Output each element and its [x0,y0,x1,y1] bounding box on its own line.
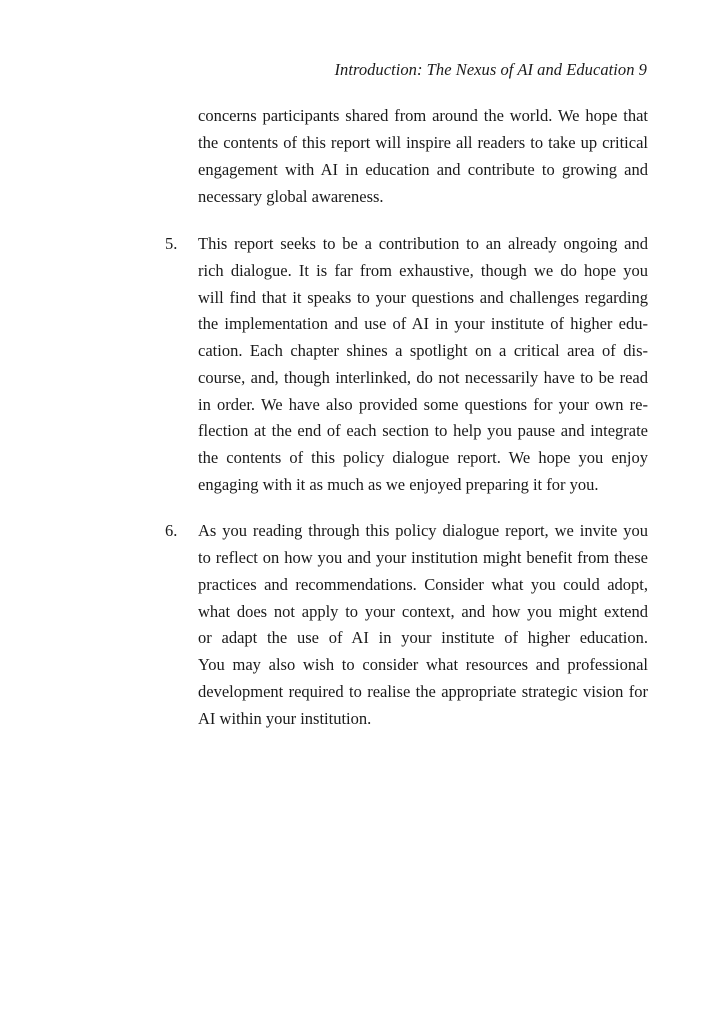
paragraph-line: the implementation and use of AI in your institute of higher edu- [198,314,648,333]
paragraph-line: what does not apply to your context, and how you might extend [198,602,648,621]
paragraph-line: rich dialogue. It is far from exhaustive, though we do hope you [198,261,648,280]
paragraph-line: AI within your institution. [198,709,372,728]
paragraph-line: concerns participants shared from around the world. We hope that [198,106,648,125]
paragraph-line: development required to realise the appropriate strategic vision for [198,682,648,701]
paragraph-line: engaging with it as much as we enjoyed preparing it for you. [198,475,599,494]
paragraph-line: or adapt the use of AI in your institute of higher education. [198,628,648,647]
paragraph-line: the contents of this report will inspire all readers to take up critical [198,133,648,152]
paragraph-line: cation. Each chapter shines a spotlight on a critical area of dis- [198,341,648,360]
paragraph-line: necessary global awareness. [198,187,384,206]
paragraph-line: As you reading through this policy dialogue report, we invite you [198,521,648,540]
paragraph-line: engagement with AI in education and contribute to growing and [198,160,648,179]
paragraph-number: 6. [165,521,178,540]
paragraph-line: will find that it speaks to your questions and challenges regarding [198,288,648,307]
paragraph-line: practices and recommendations. Consider what you could adopt, [198,575,648,594]
paragraph-line: course, and, though interlinked, do not necessarily have to be read [198,368,648,387]
paragraph-number: 5. [165,234,178,253]
paragraph-line: to reflect on how you and your institution might benefit from these [198,548,648,567]
paragraph-line: in order. We have also provided some questions for your own re- [198,395,648,414]
paragraph-line: the contents of this policy dialogue report. We hope you enjoy [198,448,648,467]
paragraph-line: You may also wish to consider what resources and professional [198,655,648,674]
paragraph-line: flection at the end of each section to help you pause and integrate [198,421,648,440]
paragraph-line: This report seeks to be a contribution to an already ongoing and [198,234,648,253]
running-header: Introduction: The Nexus of AI and Education 9 [334,60,647,79]
